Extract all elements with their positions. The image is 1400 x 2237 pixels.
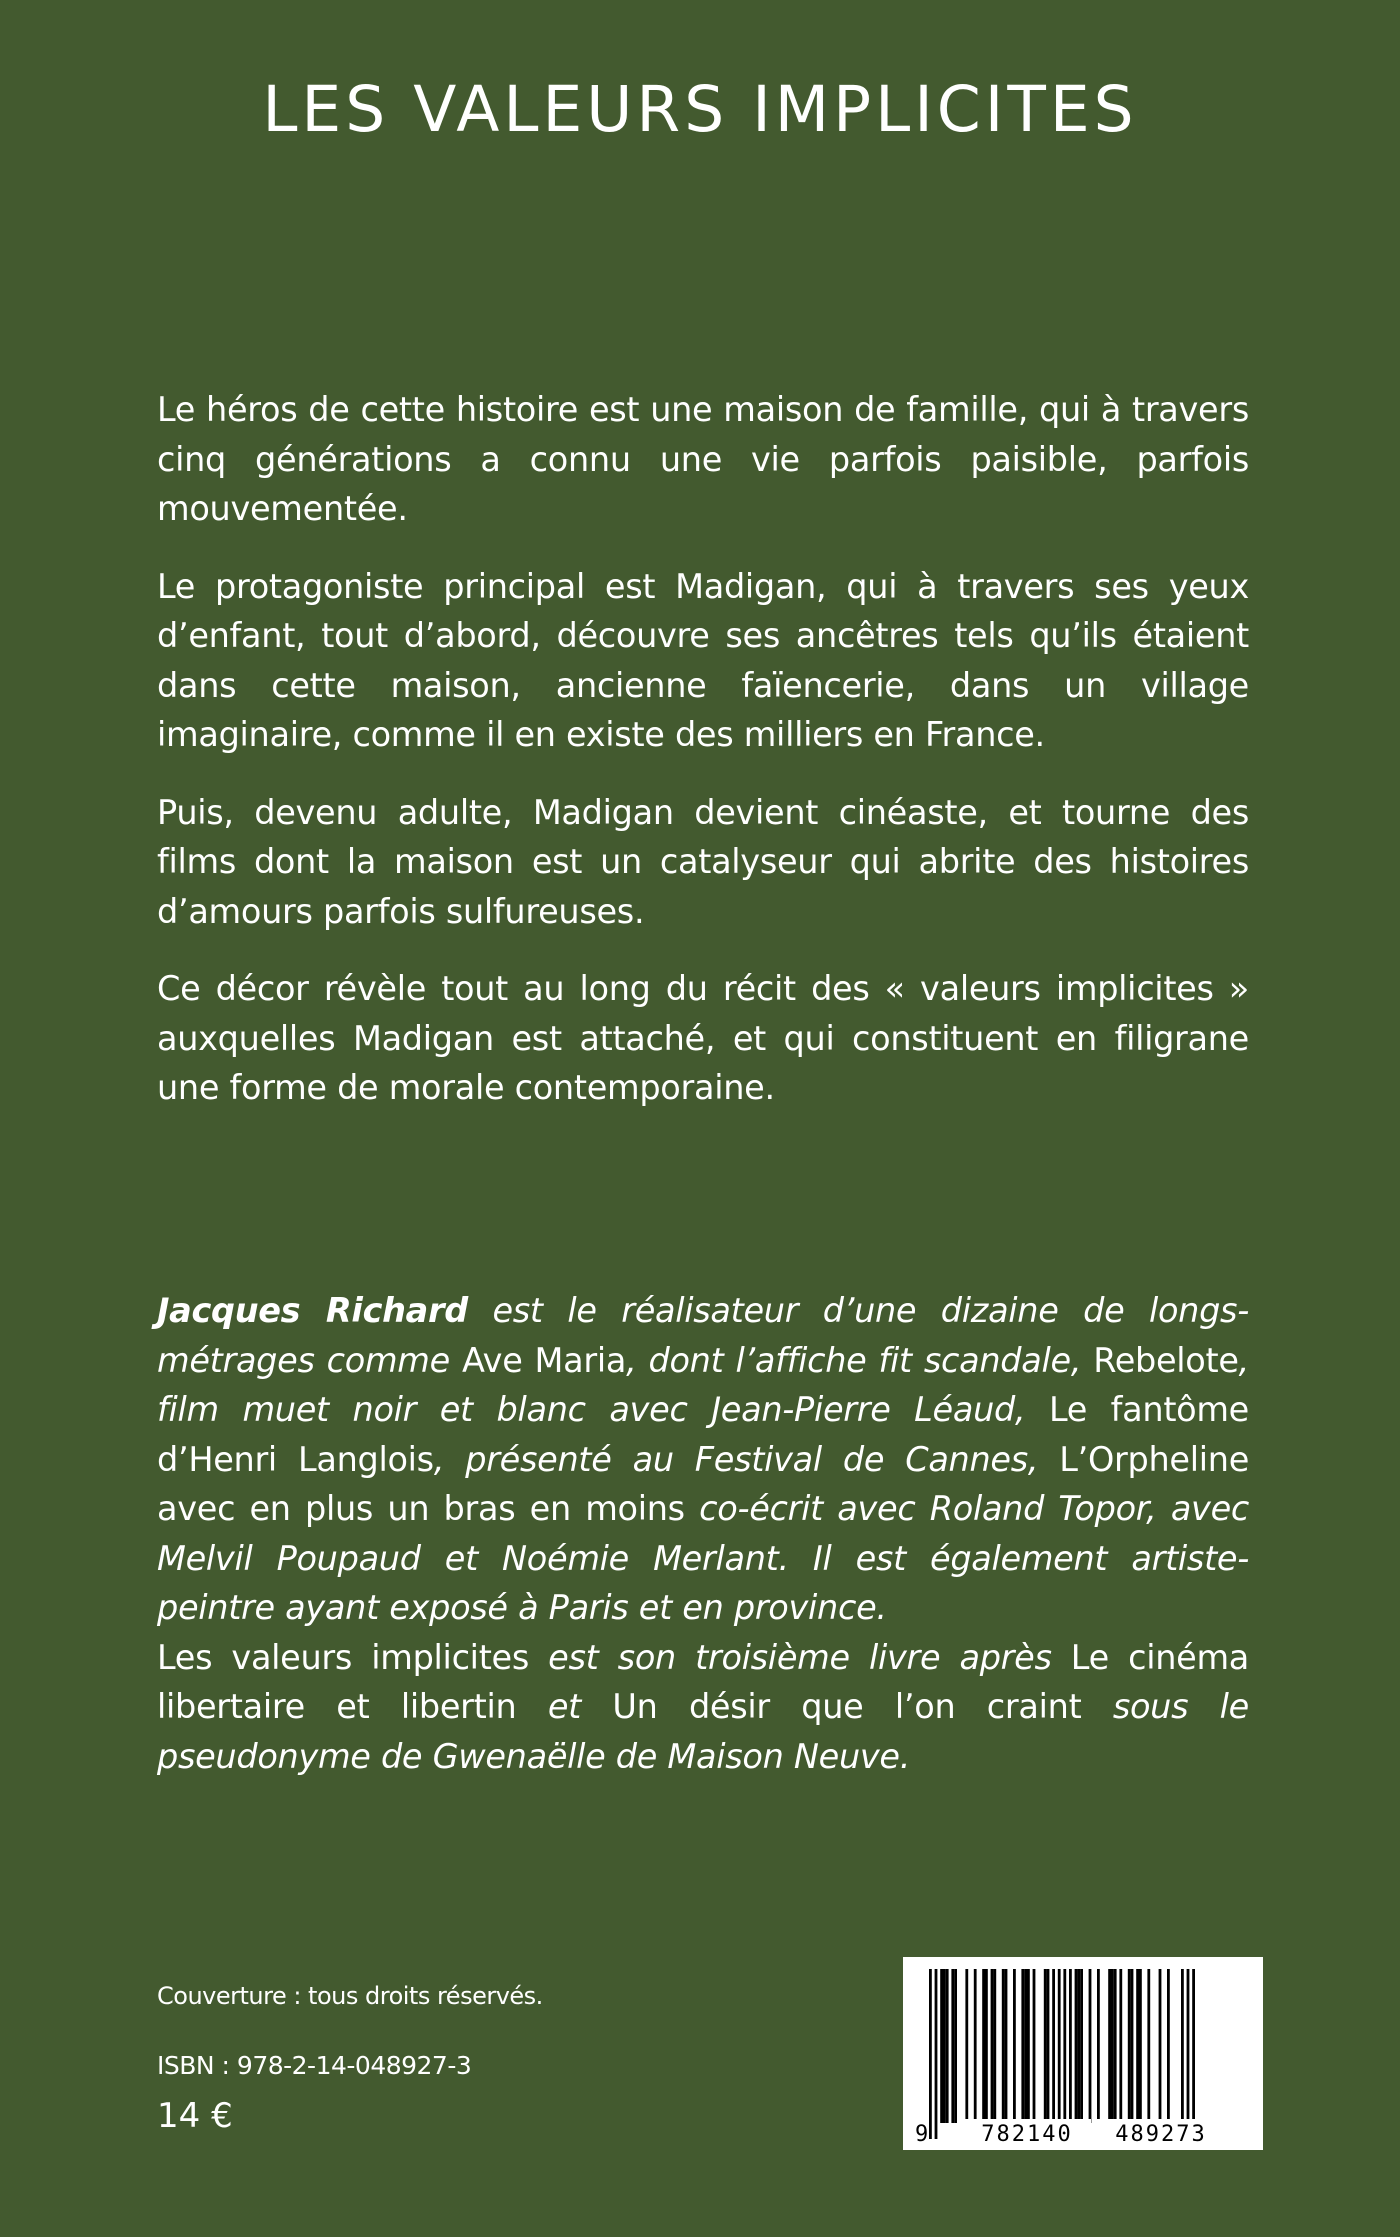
barcode-bar xyxy=(1114,1969,1117,2123)
barcode-bar xyxy=(1013,1969,1016,2123)
barcode-bar xyxy=(1052,1969,1055,2123)
barcode-bar xyxy=(1063,1969,1066,2139)
barcode-bar xyxy=(965,1969,968,2123)
barcode-bar xyxy=(974,1969,977,2123)
barcode-bar xyxy=(1069,1969,1072,2123)
barcode-bar xyxy=(1159,1969,1162,2123)
bio-paragraph-2 xyxy=(157,1633,1249,1782)
barcode-bar xyxy=(1021,1969,1024,2123)
barcode-bar xyxy=(1024,1969,1027,2123)
summary-paragraph: Le héros de cette histoire est une maison de famille, qui à travers cinq générations a connu une vie parfois paisible, parfois mouvementée. xyxy=(157,390,1249,528)
book-title-ref: Un désir que l’on craint xyxy=(612,1687,1082,1726)
book-title-ref: Le cinéma libertaire et libertin xyxy=(157,1637,1249,1726)
barcode-bar xyxy=(1080,1969,1083,2123)
cover-credits: Couverture : tous droits réservés. xyxy=(157,1982,543,2010)
bio-text: et xyxy=(516,1687,613,1726)
book-title: LES VALEURS IMPLICITES xyxy=(262,73,1138,146)
barcode-bar xyxy=(1002,1969,1005,2123)
barcode-graphic xyxy=(903,1957,1263,2150)
barcode-bar xyxy=(1075,1969,1078,2123)
barcode-first-digit: 9 xyxy=(915,2122,929,2147)
bio-text: , présenté au Festival de Cannes, xyxy=(433,1439,1060,1479)
barcode-bar xyxy=(1128,1969,1131,2123)
author-bio xyxy=(157,1286,1249,1781)
barcode-bar xyxy=(1187,1969,1190,2139)
barcode-bar xyxy=(1192,1969,1195,2139)
film-title: Le fantôme d’Henri Langlois xyxy=(157,1390,1249,1479)
barcode-bar xyxy=(1033,1969,1036,2123)
barcode-bar xyxy=(951,1969,954,2123)
barcode-bar xyxy=(985,1969,988,2123)
barcode-bar xyxy=(954,1969,957,2123)
film-title: Rebelote xyxy=(1093,1340,1239,1380)
barcode-bar xyxy=(940,1969,943,2123)
bio-paragraph-1 xyxy=(157,1286,1249,1633)
summary-paragraph: Le protagoniste principal est Madigan, qui à travers ses yeux d’enfant, tout d’abord, découvre ses ancêtres tels qu’ils étaient dans cette maison, ancienne faïencerie, dans un village imaginaire, comme il en existe des milliers en France. xyxy=(157,566,1249,754)
book-summary xyxy=(157,385,1249,1141)
barcode-right-digits: 489273 xyxy=(1115,2122,1207,2147)
barcode-bar xyxy=(943,1969,946,2123)
barcode-bar xyxy=(1167,1969,1170,2123)
author-name: Jacques Richard xyxy=(157,1291,468,1330)
bio-text: , dont l’affiche fit scandale, xyxy=(626,1340,1094,1380)
barcode-bar xyxy=(1089,1969,1092,2123)
bio-text: , film muet noir et blanc avec Jean-Pierre Léaud, xyxy=(157,1340,1249,1429)
film-title: Ave Maria xyxy=(462,1340,627,1380)
summary-paragraph: Puis, devenu adulte, Madigan devient cinéaste, et tourne des films dont la maison est un catalyseur qui abrite des histoires d’amours parfois sulfureuses. xyxy=(157,792,1249,931)
barcode-bar xyxy=(1027,1969,1030,2123)
barcode-bar xyxy=(1181,1969,1184,2123)
barcode-bar xyxy=(929,1969,932,2139)
film-title: L’Orpheline avec en plus un bras en moins xyxy=(157,1439,1249,1528)
barcode-left-digits: 782140 xyxy=(981,2122,1073,2147)
barcode-bar xyxy=(1058,1969,1061,2139)
barcode-bar xyxy=(946,1969,949,2123)
barcode-bar xyxy=(1047,1969,1050,2123)
barcode xyxy=(903,1957,1263,2150)
barcode-bar xyxy=(935,1969,938,2139)
barcode-bar xyxy=(1136,1969,1139,2123)
barcode-bar xyxy=(1147,1969,1150,2123)
barcode-bar xyxy=(1044,1969,1047,2123)
barcode-bar xyxy=(1005,1969,1008,2123)
barcode-bar xyxy=(1111,1969,1114,2123)
barcode-bar xyxy=(1077,1969,1080,2123)
bio-text: co-écrit avec Roland Topor, avec Melvil Poupaud et Noémie Merlant. Il est également artiste-peintre ayant exposé à Paris et en province. xyxy=(157,1489,1249,1627)
book-title-ref: Les valeurs implicites xyxy=(157,1637,529,1677)
barcode-bar xyxy=(1139,1969,1142,2123)
bio-text: est son troisième livre après xyxy=(529,1637,1071,1677)
bio-text: est le réalisateur d’une dizaine de longs-métrages comme xyxy=(157,1291,1249,1380)
barcode-bar xyxy=(1119,1969,1122,2123)
barcode-bar xyxy=(1097,1969,1100,2123)
barcode-bar xyxy=(1131,1969,1134,2123)
isbn: ISBN : 978-2-14-048927-3 xyxy=(157,2051,472,2080)
barcode-bar xyxy=(982,1969,985,2123)
barcode-bar xyxy=(1108,1969,1111,2123)
barcode-bar xyxy=(991,1969,994,2123)
bio-text: sous le pseudonyme de Gwenaëlle de Maison Neuve. xyxy=(157,1687,1249,1776)
barcode-bars xyxy=(929,1969,1195,2139)
price: 14 € xyxy=(157,2096,233,2136)
barcode-bar xyxy=(993,1969,996,2123)
summary-paragraph: Ce décor révèle tout au long du récit des « valeurs implicites » auxquelles Madigan est attaché, et qui constituent en filigrane une forme de morale contemporaine. xyxy=(157,969,1249,1107)
